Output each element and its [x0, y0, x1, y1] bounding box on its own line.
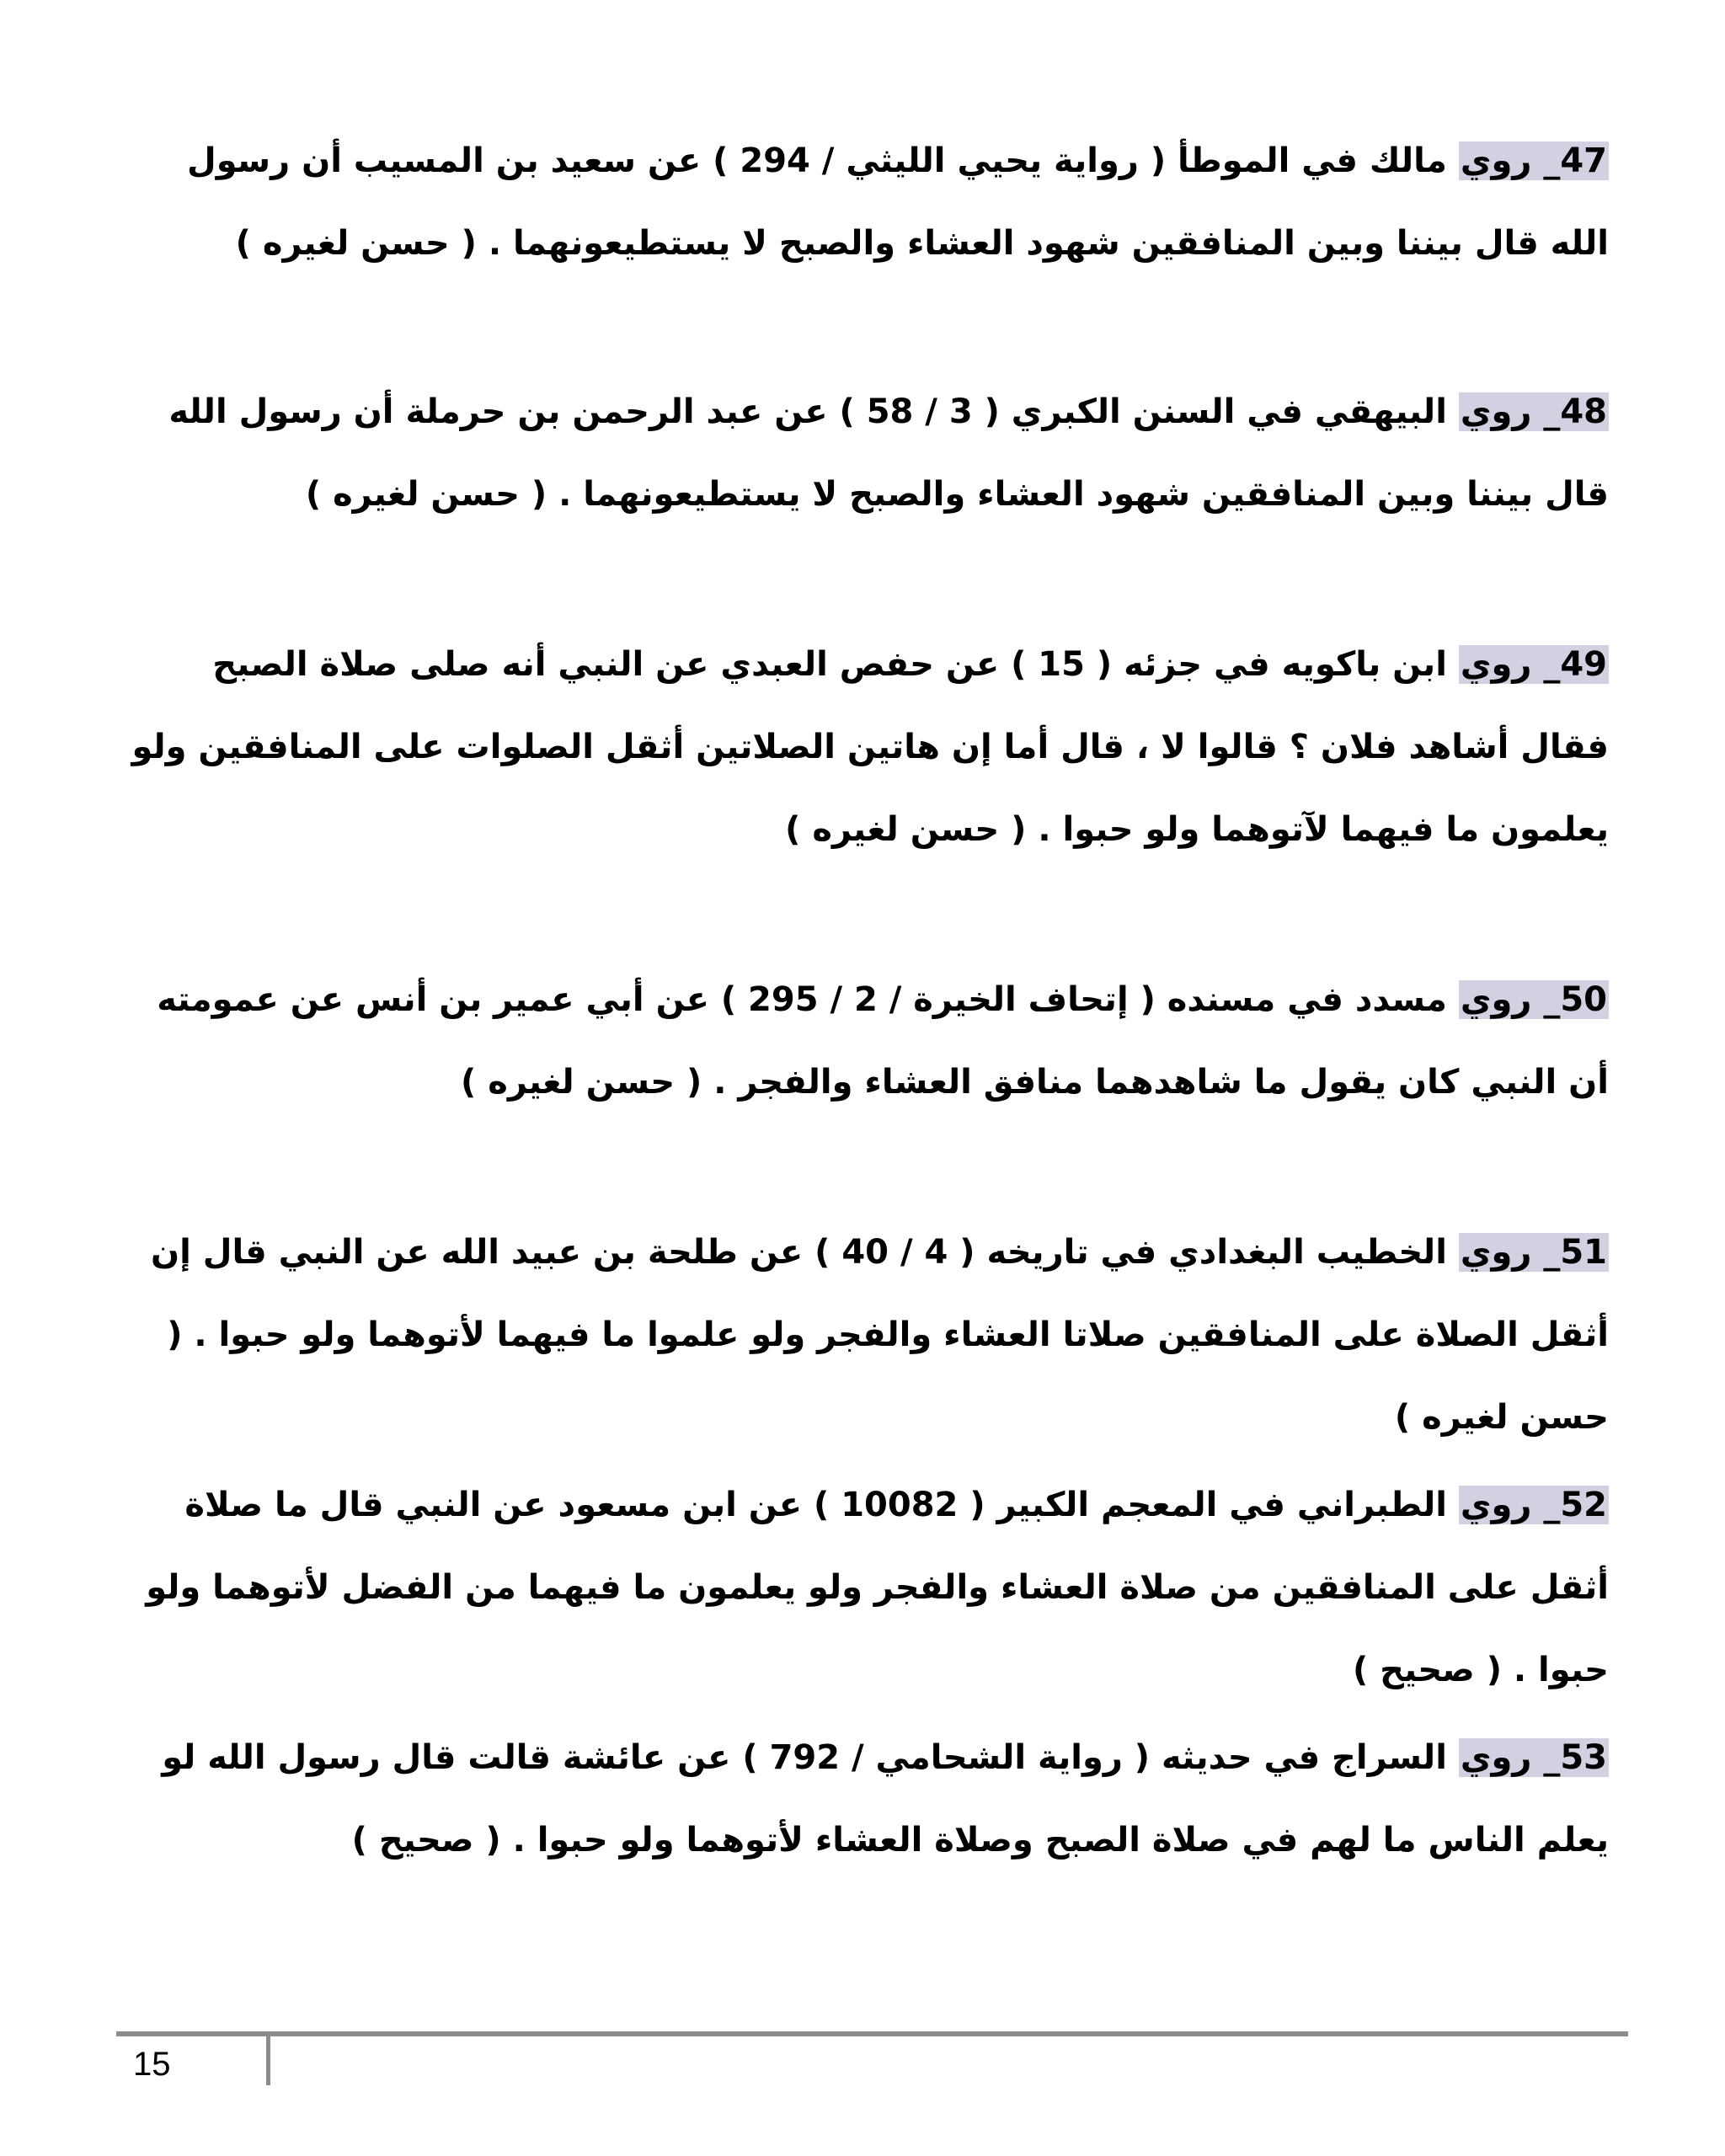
footer-divider: [266, 2036, 270, 2085]
entry-number-marker: 48_ روي: [1460, 392, 1607, 431]
entry-number-marker: 47_ روي: [1460, 141, 1607, 180]
hadith-entry-50: [126, 958, 1609, 1123]
entry-text: مسدد في مسنده ( إتحاف الخيرة / 2 / 295 ) عن أبي عمير بن أنس عن عمومته أن النبي كان يقول ما شاهدهما منافق العشاء والفجر . ( حسن لغيره ): [157, 980, 1609, 1102]
entry-number-marker: 51_ روي: [1460, 1233, 1607, 1272]
entry-number-marker: 52_ روي: [1460, 1486, 1607, 1524]
entry-number-marker: 50_ روي: [1460, 980, 1607, 1019]
hadith-entry-48: [126, 371, 1609, 536]
entry-text: البيهقي في السنن الكبري ( 3 / 58 ) عن عبد الرحمن بن حرملة أن رسول الله قال بيننا وبين المنافقين شهود العشاء والصبح لا يستطيعونهما . ( حسن لغيره ): [168, 392, 1609, 514]
entry-text: مالك في الموطأ ( رواية يحيي الليثي / 294 ) عن سعيد بن المسيب أن رسول الله قال بيننا وبين المنافقين شهود العشاء والصبح لا يستطيعونهما . ( حسن لغيره ): [187, 141, 1609, 263]
entry-text: ابن باكويه في جزئه ( 15 ) عن حفص العبدي عن النبي أنه صلى صلاة الصبح فقال أشاهد فلان ؟ قالوا لا ، قال أما إن هاتين الصلاتين أثقل الصلوات على المنافقين ولو يعلمون ما فيهما لآتوهما ولو حبوا . ( حسن لغيره ): [131, 645, 1609, 849]
page-number: 15: [133, 2046, 171, 2083]
footer-rule: [116, 2031, 1628, 2036]
entry-text: الخطيب البغدادي في تاريخه ( 4 / 40 ) عن طلحة بن عبيد الله عن النبي قال إن أثقل الصلاة على المنافقين صلاتا العشاء والفجر ولو علموا ما فيهما لأتوهما ولو حبوا . ( حسن لغيره ): [151, 1233, 1609, 1437]
hadith-entry-49: [126, 623, 1609, 871]
entry-number-marker: 49_ روي: [1460, 645, 1607, 684]
entry-text: الطبراني في المعجم الكبير ( 10082 ) عن ابن مسعود عن النبي قال ما صلاة أثقل على المنافقين من صلاة العشاء والفجر ولو يعلمون ما فيهما من الفضل لأتوهما ولو حبوا . ( صحيح ): [146, 1486, 1609, 1689]
hadith-entry-53: [126, 1716, 1609, 1881]
hadith-entry-47: [126, 120, 1609, 285]
hadith-entry-52: [126, 1464, 1609, 1711]
entry-number-marker: 53_ روي: [1460, 1738, 1607, 1777]
hadith-entry-51: [126, 1211, 1609, 1459]
entry-text: السراج في حديثه ( رواية الشحامي / 792 ) عن عائشة قالت قال رسول الله لو يعلم الناس ما لهم في صلاة الصبح وصلاة العشاء لأتوهما ولو حبوا . ( صحيح ): [162, 1738, 1609, 1860]
